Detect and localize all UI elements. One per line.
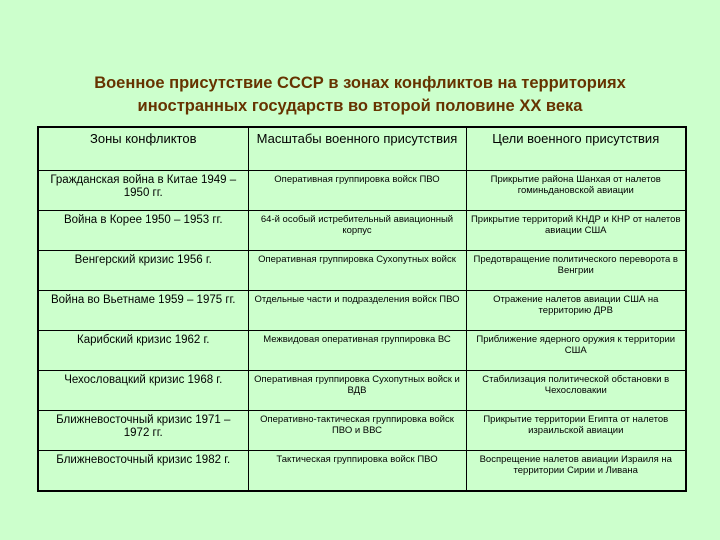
column-header-goals: Цели военного присутствия [466,127,686,171]
conflict-zones-table [37,126,687,492]
cell-scale: Отдельные части и подразделения войск ПВО [248,291,466,331]
title-line-1: Военное присутствие СССР в зонах конфликтов на территориях [94,74,626,92]
table-row [38,371,686,411]
table-header-row [38,127,686,171]
cell-scale: Оперативная группировка войск ПВО [248,171,466,211]
cell-zone: Венгерский кризис 1956 г. [38,251,248,291]
page-title [40,72,680,118]
table-row [38,451,686,492]
cell-scale: Оперативная группировка Сухопутных войск [248,251,466,291]
cell-scale: Межвидовая оперативная группировка ВС [248,331,466,371]
cell-goal: Стабилизация политической обстановки в Чехословакии [466,371,686,411]
column-header-scale: Масштабы военного присутствия [248,127,466,171]
table-row [38,211,686,251]
table-row [38,171,686,211]
table-row [38,411,686,451]
cell-goal: Приближение ядерного оружия к территории США [466,331,686,371]
cell-scale: Оперативная группировка Сухопутных войск и ВДВ [248,371,466,411]
cell-zone: Война в Корее 1950 – 1953 гг. [38,211,248,251]
cell-scale: Тактическая группировка войск ПВО [248,451,466,492]
table-row [38,291,686,331]
cell-zone: Ближневосточный кризис 1971 – 1972 гг. [38,411,248,451]
cell-goal: Предотвращение политического переворота в Венгрии [466,251,686,291]
cell-zone: Гражданская война в Китае 1949 – 1950 гг. [38,171,248,211]
cell-scale: 64-й особый истребительный авиационный корпус [248,211,466,251]
cell-goal: Прикрытие района Шанхая от налетов гоминьдановской авиации [466,171,686,211]
table-row [38,331,686,371]
cell-goal: Отражение налетов авиации США на территорию ДРВ [466,291,686,331]
cell-zone: Ближневосточный кризис 1982 г. [38,451,248,492]
title-line-2: иностранных государств во второй половине XX века [137,97,583,115]
cell-goal: Воспрещение налетов авиации Израиля на территории Сирии и Ливана [466,451,686,492]
cell-zone: Война во Вьетнаме 1959 – 1975 гг. [38,291,248,331]
cell-scale: Оперативно-тактическая группировка войск ПВО и ВВС [248,411,466,451]
column-header-zones: Зоны конфликтов [38,127,248,171]
cell-goal: Прикрытие территорий КНДР и КНР от налетов авиации США [466,211,686,251]
cell-goal: Прикрытие территории Египта от налетов израильской авиации [466,411,686,451]
cell-zone: Карибский кризис 1962 г. [38,331,248,371]
table-row [38,251,686,291]
cell-zone: Чехословацкий кризис 1968 г. [38,371,248,411]
